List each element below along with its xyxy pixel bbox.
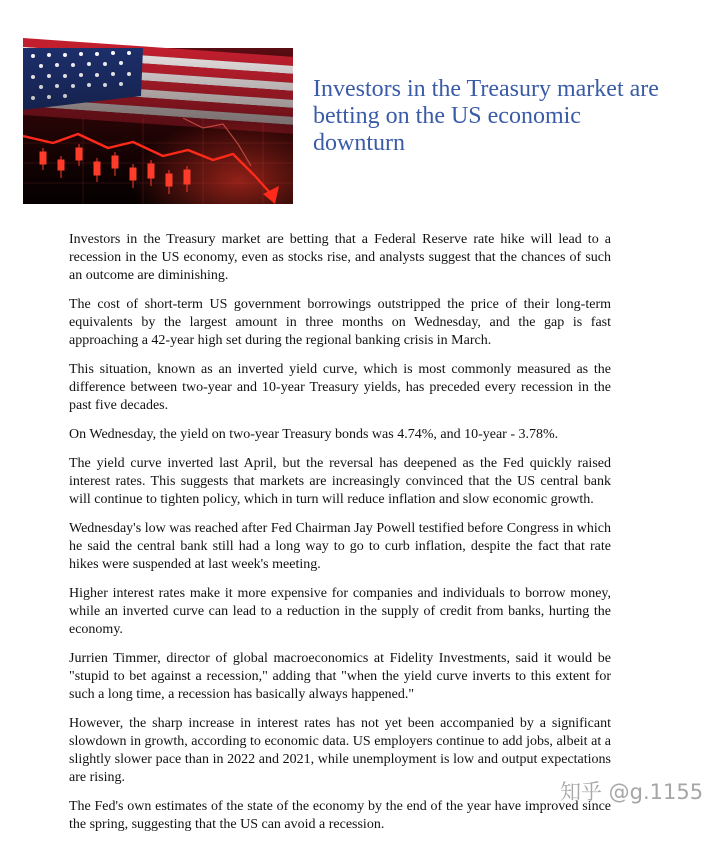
article-body (69, 231, 611, 845)
paragraph: The yield curve inverted last April, but the reversal has deepened as the Fed quickly raised interest rates. This suggests that markets are increasingly convinced that the US central bank will continue to tighten policy, which in turn will reduce inflation and slow economic growth. (69, 456, 611, 507)
paragraph: The cost of short-term US government borrowings outstripped the price of their long-term equivalents by the largest amount in three months on Wednesday, and the gap is fast approaching a 42-year high set during the regional banking crisis in March. (69, 297, 611, 348)
paragraph: Jurrien Timmer, director of global macroeconomics at Fidelity Investments, said it would be "stupid to bet against a recession," adding that "when the yield curve inverts to this extent for such a long time, a recession has basically always happened." (69, 651, 611, 702)
hero-image (23, 48, 293, 204)
paragraph: However, the sharp increase in interest rates has not yet been accompanied by a significant slowdown in growth, according to economic data. US employers continue to add jobs, albeit at a slightly slower pace than in 2022 and 2021, while unemployment is low and output expectations are rising. (69, 716, 611, 785)
paragraph: Wednesday's low was reached after Fed Chairman Jay Powell testified before Congress in which he said the central bank still had a long way to go to curb inflation, despite the fact that rate hikes were suspended at last week's meeting. (69, 521, 611, 572)
watermark: 知乎 @g.1155 (560, 780, 703, 804)
paragraph: Higher interest rates make it more expensive for companies and individuals to borrow money, while an inverted curve can lead to a reduction in the supply of credit from banks, hurting the economy. (69, 586, 611, 637)
paragraph: On Wednesday, the yield on two-year Treasury bonds was 4.74%, and 10-year - 3.78%. (69, 427, 559, 442)
article-headline: Investors in the Treasury market are betting on the US economic downturn (313, 76, 659, 156)
paragraph: The Fed's own estimates of the state of the economy by the end of the year have improved since the spring, suggesting that the US can avoid a recession. (69, 799, 611, 832)
paragraph: This situation, known as an inverted yield curve, which is most commonly measured as the difference between two-year and 10-year Treasury yields, has preceded every recession in the past five decades. (69, 362, 611, 413)
paragraph: Investors in the Treasury market are betting that a Federal Reserve rate hike will lead to a recession in the US economy, even as stocks rise, and analysts suggest that the chances of such an outcome are diminishing. (69, 232, 611, 283)
flag-chart-illustration (23, 48, 293, 204)
